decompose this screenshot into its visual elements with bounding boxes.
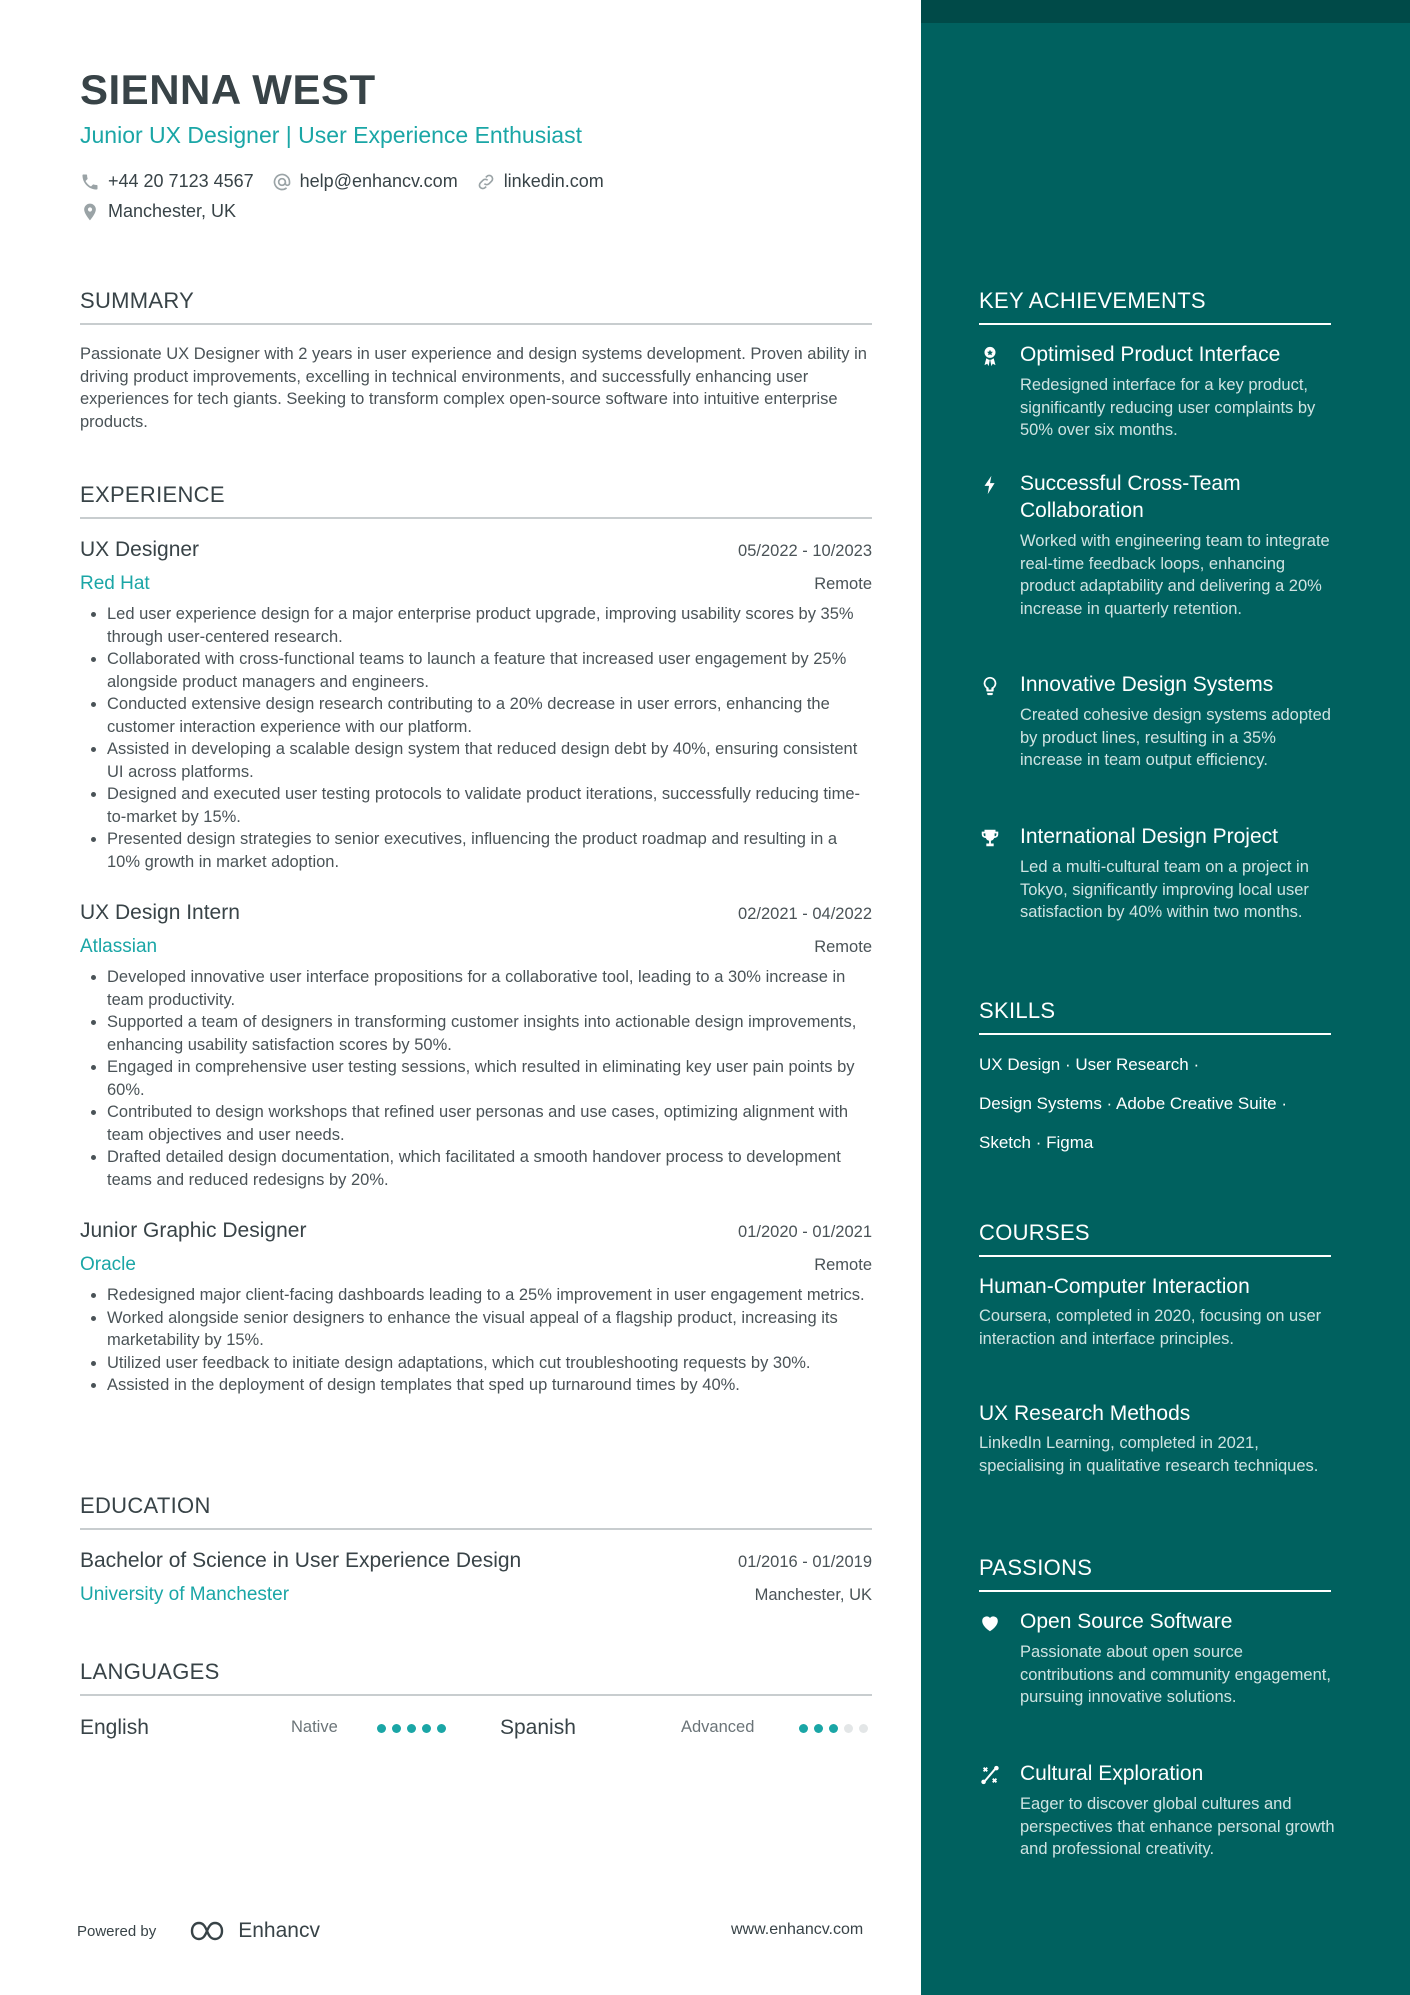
contact-row [80,171,622,192]
brand[interactable] [182,1918,320,1944]
contact-phone[interactable] [80,171,254,192]
courses-title: COURSES [979,1220,1331,1257]
degree: Bachelor of Science in User Experience Design [80,1549,522,1572]
contact-linkedin[interactable] [476,171,604,192]
proficiency-dot-empty [859,1724,868,1733]
job-location: Remote [814,1256,872,1274]
lightbulb-icon [979,675,1001,697]
achievements-title: KEY ACHIEVEMENTS [979,288,1331,325]
location-row [80,201,254,222]
job-bullets [80,966,872,1191]
proficiency-dot-filled [829,1724,838,1733]
achievement-item [979,671,1339,772]
bullet: • Assisted in developing a scalable design system that reduced design debt by 40%, ensuring consistent UI across platforms. [107,738,872,783]
achievement-item [979,341,1339,442]
powered-by: Powered by [77,1922,157,1940]
language-level: Native [291,1718,338,1736]
proficiency-dot-filled [422,1724,431,1733]
company-name: Red Hat [80,573,150,594]
job-location: Remote [814,575,872,593]
bullet: • Supported a team of designers in transforming customer insights into actionable design improvements, enhancing usability satisfaction scores by 50%. [107,1011,872,1056]
linkedin-text: linkedin.com [503,171,604,191]
course-desc: Coursera, completed in 2020, focusing on user interaction and interface principles. [979,1307,1322,1348]
school-location: Manchester, UK [754,1586,872,1604]
languages-title: LANGUAGES [80,1659,872,1696]
job-subheader [80,1254,872,1276]
experience-title: EXPERIENCE [80,482,872,519]
map-pin-icon [80,202,100,222]
passion-desc: Eager to discover global cultures and perspectives that enhance personal growth and professional creativity. [1020,1795,1335,1858]
bullet: • Presented design strategies to senior executives, influencing the product roadmap and resulting in a 10% growth in market adoption. [107,828,872,873]
company-name: Oracle [80,1254,136,1275]
course-desc: LinkedIn Learning, completed in 2021, specialising in qualitative research techniques. [979,1434,1319,1475]
achievement-title: International Design Project [1020,825,1278,848]
proficiency-dot-empty [844,1724,853,1733]
bullet: • Developed innovative user interface propositions for a collaborative tool, leading to a 30% increase in team productivity. [107,966,872,1011]
proficiency-dot-filled [407,1724,416,1733]
job-dates: 05/2022 - 10/2023 [738,542,872,560]
location-text: Manchester, UK [108,201,237,221]
bullet: • Utilized user feedback to initiate design adaptations, which cut troubleshooting requests by 30%. [107,1352,872,1375]
language-level: Advanced [681,1718,755,1736]
proficiency-dot-filled [437,1724,446,1733]
sidebar-top-bar [921,0,1410,23]
job-header [80,1219,872,1243]
job-subheader [80,573,872,595]
job-title: Junior Graphic Designer [80,1219,307,1242]
company-name: Atlassian [80,936,158,957]
language-name: English [80,1716,149,1739]
bullet: • Contributed to design workshops that refined user personas and use cases, optimizing alignment with team objectives and user needs. [107,1101,872,1146]
passion-item [979,1608,1339,1709]
education-dates: 01/2016 - 01/2019 [738,1553,872,1571]
language-item [500,1714,872,1742]
achievement-desc: Created cohesive design systems adopted by product lines, resulting in a 35% increase in team output efficiency. [1020,706,1331,769]
passion-item [979,1760,1339,1861]
brand-name: Enhancv [238,1919,320,1942]
bullet: • Led user experience design for a major enterprise product upgrade, improving usability scores by 35% through user-centered research. [107,603,872,648]
contact-email[interactable] [272,171,458,192]
contact-location [80,201,236,222]
link-icon [476,172,496,192]
heart-icon [979,1612,1001,1634]
achievement-title: Successful Cross-Team Collaboration [1020,472,1241,522]
summary-title: SUMMARY [80,288,872,325]
bullet: • Redesigned major client-facing dashboards leading to a 25% improvement in user engagement metrics. [107,1284,872,1307]
bullet: • Engaged in comprehensive user testing sessions, which resulted in eliminating key user pain points by 60%. [107,1056,872,1101]
job-title: UX Design Intern [80,901,240,924]
job-bullets [80,603,872,873]
award-icon [979,345,1001,367]
course-item [979,1275,1331,1350]
phone-icon [80,172,100,192]
course-title: UX Research Methods [979,1402,1191,1425]
school-name: University of Manchester [80,1584,290,1605]
achievement-title: Optimised Product Interface [1020,343,1281,366]
passions-title: PASSIONS [979,1555,1331,1592]
job-dates: 01/2020 - 01/2021 [738,1223,872,1241]
education-subheader [80,1584,872,1606]
achievement-desc: Redesigned interface for a key product, significantly reducing user complaints by 50% over six months. [1020,376,1316,439]
achievement-desc: Led a multi-cultural team on a project in Tokyo, significantly improving local user satisfaction by 40% within two months. [1020,858,1309,921]
job-bullets [80,1284,872,1397]
bullet: • Conducted extensive design research contributing to a 20% decrease in user errors, enhancing the customer interaction experience with our platform. [107,693,872,738]
route-icon [979,1764,1001,1786]
enhancv-logo-icon [182,1918,228,1944]
achievement-item [979,470,1339,620]
proficiency-dot-filled [392,1724,401,1733]
bullet: • Assisted in the deployment of design templates that sped up turnaround times by 40%. [107,1374,872,1397]
passion-title: Cultural Exploration [1020,1762,1204,1785]
email-text: help@enhancv.com [299,171,458,191]
phone-text: +44 20 7123 4567 [108,171,254,191]
achievement-item [979,823,1339,924]
education-header [80,1549,872,1573]
footer-website[interactable]: www.enhancv.com [731,1921,864,1938]
proficiency-dot-filled [814,1724,823,1733]
language-dots [377,1724,452,1733]
passion-title: Open Source Software [1020,1610,1233,1633]
footer-branding [77,1918,320,1944]
proficiency-dot-filled [377,1724,386,1733]
job-header [80,538,872,562]
bullet: • Drafted detailed design documentation, which facilitated a smooth handover process to development teams and reduced redesigns by 20%. [107,1146,872,1191]
bullet: • Collaborated with cross-functional teams to launch a feature that increased user engagement by 25% alongside product managers and engineers. [107,648,872,693]
candidate-role: Junior UX Designer | User Experience Enthusiast [80,122,582,148]
language-dots [799,1724,874,1733]
job-subheader [80,936,872,958]
lightning-icon [979,474,1001,496]
job-location: Remote [814,938,872,956]
course-title: Human-Computer Interaction [979,1275,1250,1298]
trophy-icon [979,827,1001,849]
language-item [80,1714,452,1742]
bullet: • Worked alongside senior designers to enhance the visual appeal of a flagship product, increasing its marketability by 15%. [107,1307,872,1352]
skills-title: SKILLS [979,998,1331,1035]
at-icon [272,172,292,192]
job-title: UX Designer [80,538,200,561]
skills-line: Design Systems · Adobe Creative Suite · [979,1094,1288,1113]
skills-line: UX Design · User Research · [979,1055,1200,1074]
achievement-title: Innovative Design Systems [1020,673,1274,696]
candidate-name: SIENNA WEST [80,66,376,113]
language-name: Spanish [500,1716,576,1739]
passion-desc: Passionate about open source contributions and community engagement, pursuing innovative solutions. [1020,1643,1331,1706]
education-title: EDUCATION [80,1493,872,1530]
summary-text: Passionate UX Designer with 2 years in user experience and design systems development. Proven ability in driving product improvements, excelling in technical environments, and successfully enhancing user experiences for tech giants. Seeking to transform complex open-source software into intuitive enterprise products. [80,345,867,431]
skills-line: Sketch · Figma [979,1133,1094,1152]
proficiency-dot-filled [799,1724,808,1733]
job-header [80,901,872,925]
job-dates: 02/2021 - 04/2022 [738,905,872,923]
achievement-desc: Worked with engineering team to integrate real-time feedback loops, enhancing product adaptability and delivering a 20% increase in quarterly retention. [1020,532,1330,618]
bullet: • Designed and executed user testing protocols to validate product iterations, successfully reducing time-to-market by 15%. [107,783,872,828]
course-item [979,1402,1331,1477]
